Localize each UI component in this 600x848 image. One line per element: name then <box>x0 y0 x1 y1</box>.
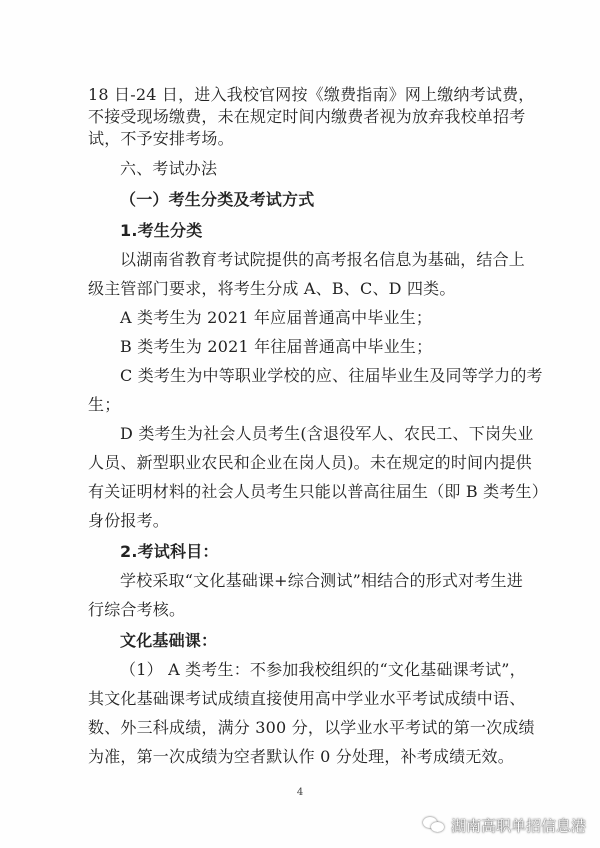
text-line: 行综合考核。 <box>88 600 186 619</box>
text-line: 身份报考。 <box>88 511 170 530</box>
text-line: 以湖南省教育考试院提供的高考报名信息为基础，结合上 <box>120 250 526 269</box>
text-line: 其文化基础课考试成绩直接使用高中学业水平考试成绩中语、 <box>88 689 526 708</box>
item-heading: 2.考试科目： <box>120 542 219 561</box>
subsection-heading: （一）考生分类及考试方式 <box>120 190 315 209</box>
watermark <box>423 814 586 836</box>
text-line: 学校采取“文化基础课+综合测试”相结合的形式对考生进 <box>120 571 523 590</box>
section-heading: 六、考试办法 <box>120 159 218 178</box>
text-line: 生； <box>88 395 121 414</box>
item-heading: 1.考生分类 <box>120 221 203 240</box>
text-line: 18 日-24 日，进入我校官网按《缴费指南》网上缴纳考试费， <box>88 85 535 104</box>
watermark-text: 湖南高职单招信息港 <box>450 816 586 835</box>
text-line: 有关证明材料的社会人员考生只能以普高往届生（即 B 类考生） <box>88 482 548 501</box>
text-line: 为准，第一次成绩为空者默认作 0 分处理，补考成绩无效。 <box>88 747 514 766</box>
text-line: 级主管部门要求，将考生分成 A、B、C、D 四类。 <box>88 279 456 298</box>
text-line: D 类考生为社会人员考生(含退役军人、农民工、下岗失业 <box>120 424 534 443</box>
item-heading: 文化基础课： <box>120 631 218 650</box>
document-body <box>88 84 548 768</box>
text-line: 试，不予安排考场。 <box>88 129 234 148</box>
text-line: A 类考生为 2021 年应届普通高中毕业生； <box>120 308 433 327</box>
text-line: 数、外三科成绩，满分 300 分，以学业水平考试的第一次成绩 <box>88 718 535 737</box>
page-number: 4 <box>296 787 304 798</box>
text-line: C 类考生为中等职业学校的应、往届毕业生及同等学力的考 <box>120 366 543 385</box>
text-line: 不接受现场缴费，未在规定时间内缴费者视为放弃我校单招考 <box>88 107 526 126</box>
text-line: 人员、新型职业农民和企业在岗人员)。未在规定的时间内提供 <box>88 453 532 472</box>
wechat-icon <box>423 816 445 834</box>
text-line: B 类考生为 2021 年往届普通高中毕业生； <box>120 337 433 356</box>
text-line: （1） A 类考生：不参加我校组织的“文化基础课考试”， <box>120 660 526 679</box>
